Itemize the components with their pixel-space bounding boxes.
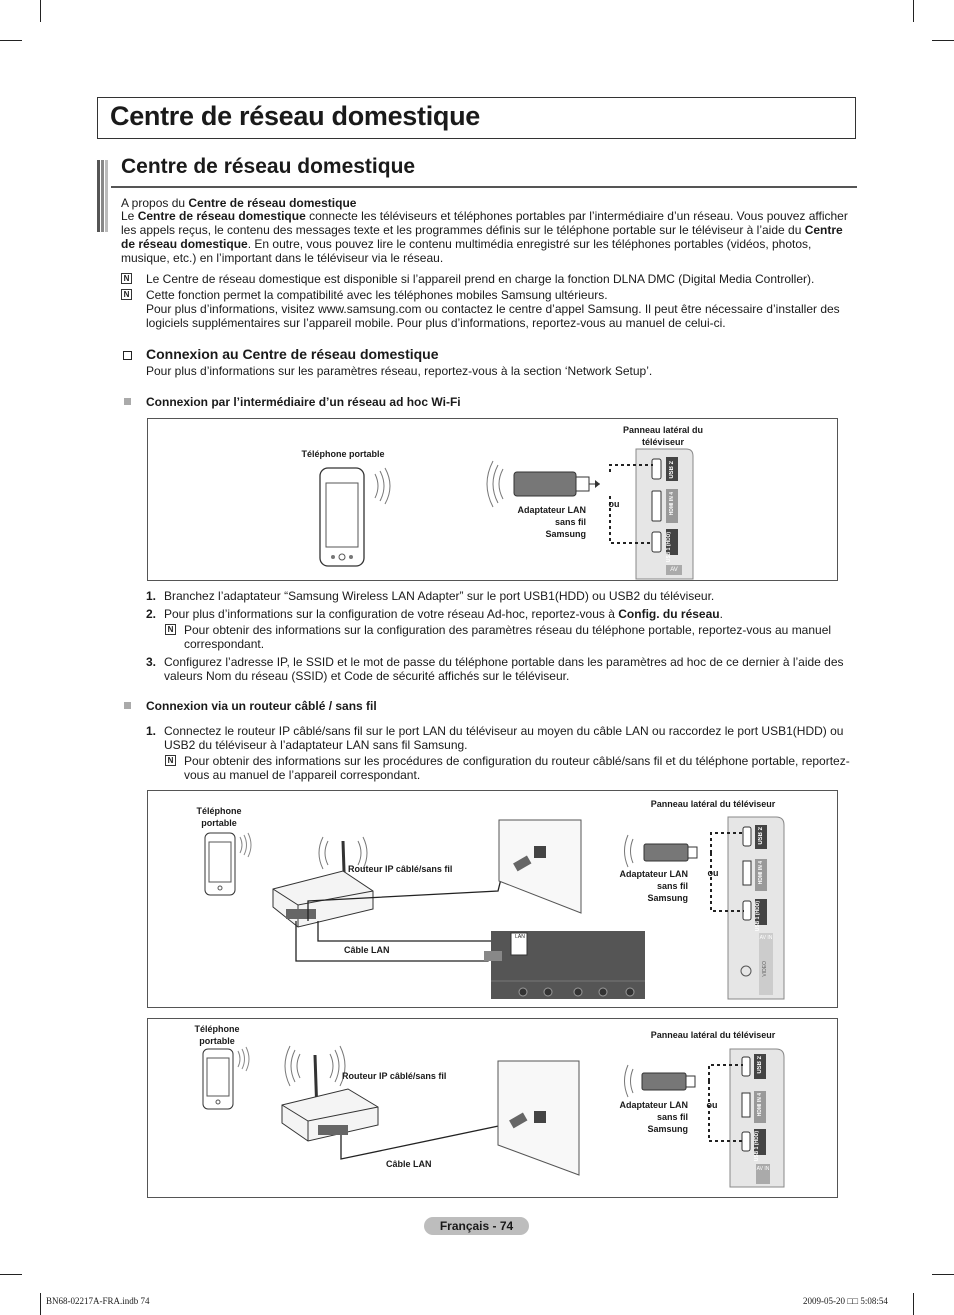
cable-label: Câble LAN — [386, 1159, 432, 1169]
adhoc-step1: Branchez l’adaptateur “Samsung Wireless LAN Adapter” sur le port USB1(HDD) ou USB2 du téléviseur. — [164, 589, 715, 603]
section-marker — [97, 160, 109, 232]
crop-mark — [40, 1293, 41, 1315]
note-icon: N — [165, 755, 176, 766]
square-bullet-icon — [124, 702, 131, 709]
page-number-badge: Français - 74 — [424, 1217, 529, 1235]
router-step1: Connectez le routeur IP câblé/sans fil sur le port LAN du téléviseur au moyen du câble LAN ou raccordez le port USB1(HDD) ou USB2 du téléviseur à l’adaptateur LAN sans fil Samsung. — [164, 724, 844, 752]
tv-panel-label: Panneau latéral du téléviseur — [622, 425, 704, 447]
adhoc-step2-note: Pour obtenir des informations sur la configuration des paramètres réseau du téléphone portable, reportez-vous au manuel correspondant. — [184, 623, 832, 651]
footer-file: BN68-02217A-FRA.indb 74 — [46, 1296, 150, 1306]
checkbox-bullet-icon — [123, 351, 132, 360]
router-heading: Connexion via un routeur câblé / sans fil — [146, 699, 377, 713]
note-more-info: Pour plus d’informations, visitez www.samsung.com ou contactez le centre d’appel Samsung. Il peut être nécessaire d’installer des logiciels supplémentaires sur l’appareil mobile. Pour plus d’informations, reportez-vous au manuel de celui-ci. — [146, 302, 840, 330]
cable-label: Câble LAN — [344, 945, 390, 955]
note-icon: N — [121, 289, 132, 300]
square-bullet-icon — [124, 398, 131, 405]
footer-date: 2009-05-20 □□ 5:08:54 — [803, 1296, 888, 1306]
diagram-adhoc — [147, 418, 838, 581]
diagram-adhoc-drawing — [148, 419, 839, 582]
usb1-port-label: USB 1 (HDD) — [755, 901, 761, 932]
adhoc-heading: Connexion par l’intermédiaire d’un réseau ad hoc Wi-Fi — [146, 395, 461, 409]
diagram-router-wired — [147, 790, 838, 1008]
tv-panel-label: Panneau latéral du téléviseur — [650, 1030, 776, 1040]
video-port-label: VIDEO — [762, 961, 768, 977]
crop-mark — [0, 1274, 22, 1275]
intro-paragraph: Le Centre de réseau domestique connecte les téléviseurs et téléphones portables par l’intermédiaire d’un réseau. Vous pouvez afficher les appels reçus, le contenu des messages texte et les programmes définis sur le téléphone portable sur le téléviseur à l’aide du Centre de réseau domestique. En outre, vous pouvez lire le contenu multimédia enregistré sur les téléphones portables (vidéos, photos, musique, etc.) en l’important dans le téléviseur via le réseau. — [121, 209, 848, 265]
crop-mark — [932, 40, 954, 41]
hdmi-port-label: HDMI IN 4 — [758, 861, 764, 885]
hdmi-port-label: HDMI IN 4 — [669, 492, 675, 516]
intro-about: A propos du Centre de réseau domestique — [121, 196, 357, 210]
step-number: 1. — [146, 724, 157, 738]
note-dlna: Le Centre de réseau domestique est disponible si l’appareil prend en charge la fonction DLNA DMC (Digital Media Controller). — [146, 272, 815, 286]
or-label: ou — [707, 868, 719, 878]
adhoc-step2: Pour plus d’informations sur la configuration de votre réseau Ad-hoc, reportez-vous à Config. du réseau. — [164, 607, 723, 621]
phone-label: Téléphone portable — [196, 806, 242, 828]
step-number: 1. — [146, 589, 157, 603]
chapter-title-box — [97, 97, 856, 139]
av-port-label: AV — [670, 567, 678, 573]
usb1-port-label: USB 1 (HDD) — [666, 532, 672, 563]
diagram-router-wireless — [147, 1018, 838, 1198]
step-number: 2. — [146, 607, 157, 621]
adapter-label: Adaptateur LAN sans fil Samsung — [619, 1100, 688, 1134]
crop-mark — [0, 40, 22, 41]
crop-mark — [913, 1293, 914, 1315]
router-label: Routeur IP câblé/sans fil — [348, 864, 453, 874]
tv-panel-label: Panneau latéral du téléviseur — [650, 799, 776, 809]
adapter-label: Adaptateur LAN sans fil Samsung — [517, 505, 586, 539]
usb2-port-label: USB 2 — [669, 461, 675, 479]
or-label: ou — [608, 499, 620, 509]
or-label: ou — [706, 1100, 718, 1110]
phone-label: Téléphone portable — [194, 1024, 240, 1046]
note-icon: N — [165, 624, 176, 635]
usb1-port-label: USB 1 (HDD) — [754, 1131, 760, 1162]
adapter-label: Adaptateur LAN sans fil Samsung — [619, 869, 688, 903]
note-icon: N — [121, 273, 132, 284]
usb2-port-label: USB 2 — [757, 1056, 763, 1074]
section-title: Centre de réseau domestique — [121, 155, 416, 178]
note-compatibility: Cette fonction permet la compatibilité avec les téléphones mobiles Samsung ultérieurs. — [146, 288, 608, 302]
usb2-port-label: USB 2 — [758, 827, 764, 845]
lan-port-label: LAN — [515, 934, 525, 940]
router-label: Routeur IP câblé/sans fil — [342, 1071, 447, 1081]
section-rule — [111, 186, 857, 188]
av-in-label: AV IN — [756, 1166, 770, 1172]
hdmi-port-label: HDMI IN 4 — [757, 1093, 763, 1117]
adhoc-step3: Configurez l’adresse IP, le SSID et le mot de passe du téléphone portable dans les paramètres ad hoc de ce dernier à l’aide des valeurs Nom du réseau (SSID) et Code de sécurité affichés sur le téléviseur. — [164, 655, 844, 683]
router-step1-note: Pour obtenir des informations sur les procédures de configuration du routeur câblé/sans fil et du téléphone portable, reportez-vous au manuel de l’appareil correspondant. — [184, 754, 850, 782]
crop-mark — [913, 0, 914, 22]
crop-mark — [40, 0, 41, 22]
av-in-label: AV IN — [759, 935, 773, 941]
crop-mark — [932, 1274, 954, 1275]
connexion-text: Pour plus d’informations sur les paramètres réseau, reportez-vous à la section ‘Network Setup’. — [146, 364, 653, 378]
chapter-title: Centre de réseau domestique — [110, 101, 481, 131]
connexion-heading: Connexion au Centre de réseau domestique — [146, 346, 439, 362]
phone-label: Téléphone portable — [301, 449, 385, 459]
step-number: 3. — [146, 655, 157, 669]
